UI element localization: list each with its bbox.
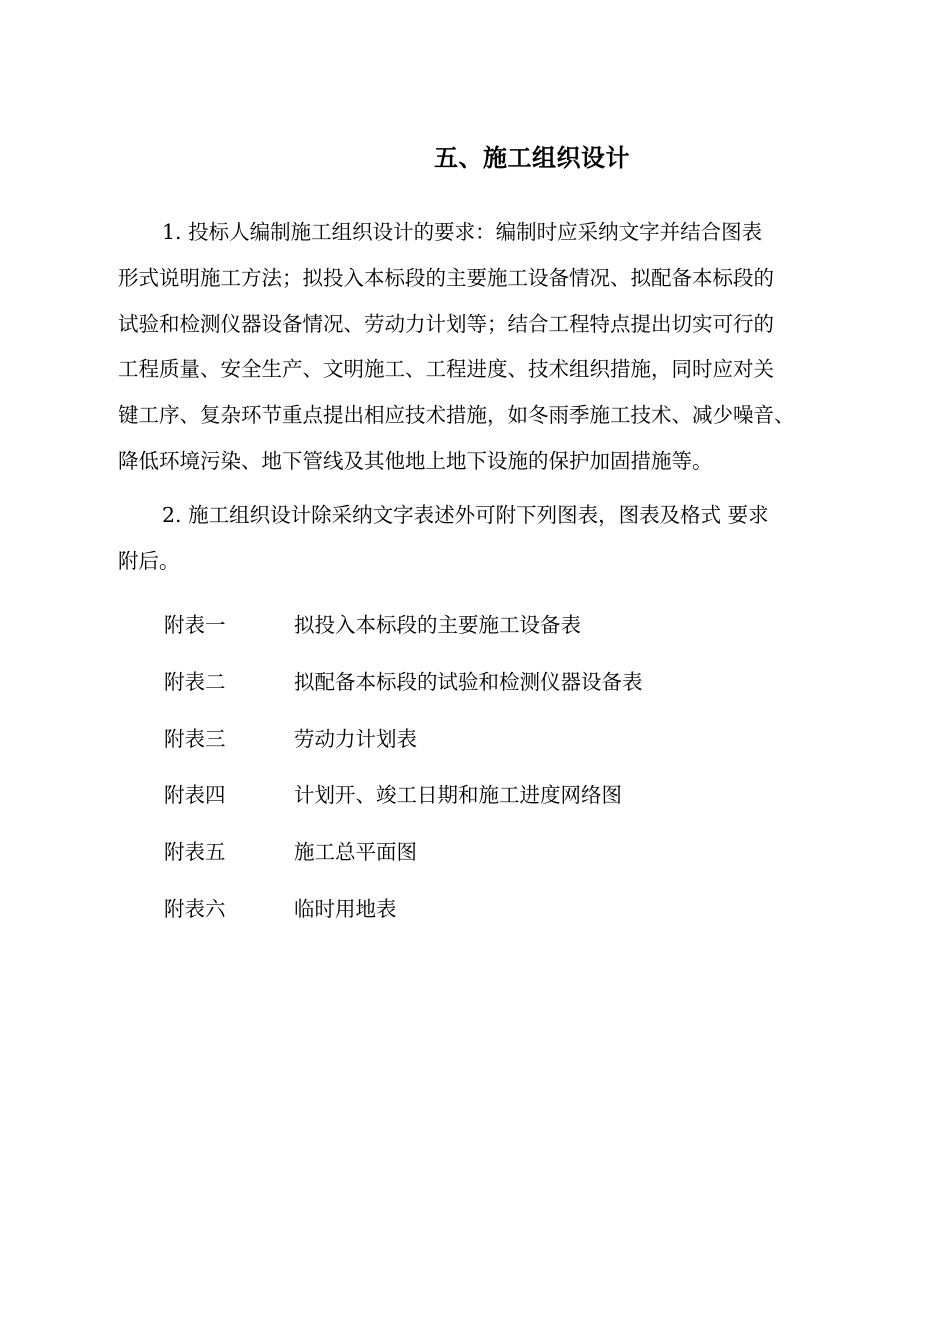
appendix-item xyxy=(164,822,864,879)
appendix-title: 施工总平面图 xyxy=(294,840,417,865)
appendix-title: 临时用地表 xyxy=(294,896,397,921)
paragraph-line: 附后。 xyxy=(118,548,180,573)
paragraph-line: 形式说明施工方法；拟投入本标段的主要施工设备情况、拟配备本标段的 xyxy=(118,265,774,290)
appendix-item xyxy=(164,595,864,652)
appendix-title: 劳动力计划表 xyxy=(294,726,417,751)
appendix-item xyxy=(164,878,864,935)
appendix-item xyxy=(164,652,864,709)
paragraph-line: 降低环境污染、地下管线及其他地上地下设施的保护加固措施等。 xyxy=(118,448,713,473)
appendix-label: 附表二 xyxy=(164,670,226,695)
paragraph-line: 1. 投标人编制施工组织设计的要求：编制时应采纳文字并结合图表 xyxy=(162,220,763,244)
requirements-paragraph xyxy=(118,210,858,485)
appendix-item xyxy=(164,708,864,765)
paragraph-line: 2. 施工组织设计除采纳文字表述外可附下列图表，图表及格式 要求 xyxy=(162,503,769,527)
paragraph-line: 键工序、复杂环节重点提出相应技术措施，如冬雨季施工技术、减少噪音、 xyxy=(118,403,795,428)
appendix-label: 附表四 xyxy=(164,783,226,808)
appendix-label: 附表三 xyxy=(164,726,226,751)
appendix-label: 附表一 xyxy=(164,613,226,638)
appendix-label: 附表六 xyxy=(164,896,226,921)
appendix-title: 拟投入本标段的主要施工设备表 xyxy=(294,613,581,638)
paragraph-line: 试验和检测仪器设备情况、劳动力计划等；结合工程特点提出切实可行的 xyxy=(118,311,774,336)
appendix-title: 拟配备本标段的试验和检测仪器设备表 xyxy=(294,670,643,695)
appendix-item xyxy=(164,765,864,822)
appendix-title: 计划开、竣工日期和施工进度网络图 xyxy=(294,783,622,808)
section-title: 五、施工组织设计 xyxy=(434,143,630,172)
appendix-label: 附表五 xyxy=(164,840,226,865)
paragraph-line: 工程质量、安全生产、文明施工、工程进度、技术组织措施，同时应对关 xyxy=(118,357,774,382)
appendix-list xyxy=(164,595,864,935)
attachments-paragraph xyxy=(118,493,858,585)
